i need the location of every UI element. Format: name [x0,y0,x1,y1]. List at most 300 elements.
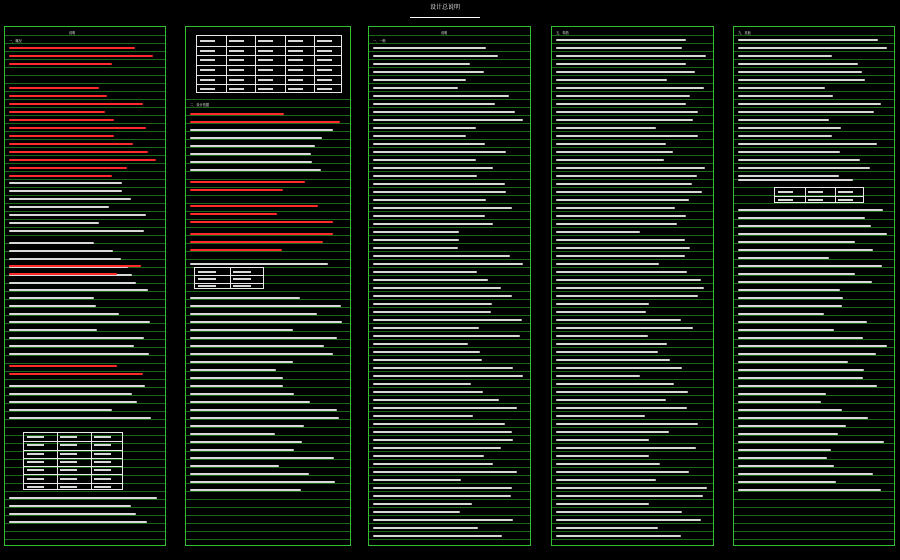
ruled-row [186,483,350,484]
text-line [738,313,824,315]
text-line [738,179,853,181]
text-line [556,135,698,137]
ruled-row [552,507,713,508]
ruled-row [5,371,165,372]
ruled-row [5,339,165,340]
ruled-row [369,227,530,228]
ruled-row [369,171,530,172]
ruled-row [369,275,530,276]
text-line [738,241,855,243]
text-line [556,103,686,105]
text-line [556,319,681,321]
text-line [190,417,339,419]
text-line [190,329,293,331]
ruled-row [734,91,894,92]
text-line [738,425,846,427]
ruled-row [369,331,530,332]
ruled-row [552,203,713,204]
ruled-row [186,251,350,252]
ruled-row [734,451,894,452]
ruled-row [369,75,530,76]
text-line [190,129,333,131]
column-1-subheading: 一、概况 [9,39,22,43]
ruled-row [369,307,530,308]
text-line [190,297,300,299]
text-line [373,255,510,257]
ruled-row [369,83,530,84]
ruled-row [734,131,894,132]
text-line [556,167,705,169]
text-line [373,87,458,89]
ruled-row [5,163,165,164]
ruled-row [369,467,530,468]
ruled-row [369,195,530,196]
ruled-row [186,395,350,396]
ruled-row [734,83,894,84]
text-line [9,513,136,515]
ruled-row [734,499,894,500]
ruled-row [369,523,530,524]
text-line [190,305,341,307]
text-line [373,47,486,49]
ruled-row [5,99,165,100]
text-line [738,449,831,451]
text-line [738,281,872,283]
ruled-row [734,115,894,116]
ruled-row [369,179,530,180]
ruled-row [734,59,894,60]
ruled-row [186,491,350,492]
text-line [556,271,687,273]
text-line [9,409,112,411]
ruled-row [552,283,713,284]
ruled-row [5,499,165,500]
text-line [556,439,649,441]
text-line [190,449,294,451]
text-line [9,282,136,284]
ruled-row [369,211,530,212]
ruled-row [186,211,350,212]
text-line [190,181,305,183]
text-line [556,151,673,153]
ruled-row [186,467,350,468]
ruled-row [369,371,530,372]
ruled-row [369,115,530,116]
text-line [556,279,701,281]
text-line [373,167,493,169]
text-line [556,95,690,97]
text-line [373,495,511,497]
text-line [190,457,334,459]
ruled-row [734,275,894,276]
text-line [738,465,834,467]
ruled-row [734,227,894,228]
ruled-row [186,427,350,428]
text-line [738,361,848,363]
text-line [9,143,133,145]
text-line [373,311,491,313]
text-line [373,271,477,273]
ruled-row [186,379,350,380]
ruled-row [369,43,530,44]
ruled-row [734,491,894,492]
text-line [738,87,825,89]
ruled-row [734,467,894,468]
text-line [373,471,517,473]
ruled-row [734,443,894,444]
ruled-row [186,235,350,236]
text-line [556,519,701,521]
ruled-row [186,115,350,116]
text-line [738,409,842,411]
text-line [9,345,134,347]
text-line [556,159,664,161]
column-3-heading: 说明 [441,31,448,35]
text-line [556,479,656,481]
text-line [556,455,649,457]
ruled-row [186,147,350,148]
text-line [9,289,148,291]
text-line [556,527,658,529]
text-line [9,365,117,367]
notes-table [194,267,264,289]
ruled-row [186,131,350,132]
ruled-row [186,499,350,500]
ruled-row [734,419,894,420]
text-line [556,343,667,345]
text-line [9,321,150,323]
text-line [9,103,143,105]
ruled-row [734,243,894,244]
text-line [738,95,833,97]
text-line [373,535,502,537]
text-line [738,297,843,299]
ruled-row [5,531,165,532]
ruled-row [552,435,713,436]
ruled-row [186,107,350,108]
text-line [738,401,821,403]
ruled-row [186,139,350,140]
ruled-row [5,395,165,396]
ruled-row [5,387,165,388]
text-line [373,175,477,177]
text-line [9,206,109,208]
ruled-row [369,403,530,404]
ruled-row [734,459,894,460]
ruled-row [552,315,713,316]
ruled-row [5,419,165,420]
ruled-row [369,347,530,348]
text-line [9,182,122,184]
text-line [190,433,275,435]
ruled-row [734,355,894,356]
ruled-row [369,419,530,420]
text-line [373,103,495,105]
ruled-row [552,59,713,60]
text-line [190,313,317,315]
ruled-row [734,75,894,76]
ruled-row [369,187,530,188]
text-line [556,447,696,449]
ruled-row [734,139,894,140]
text-line [738,79,865,81]
ruled-row [734,315,894,316]
ruled-row [5,91,165,92]
text-line [556,47,682,49]
text-line [373,183,505,185]
ruled-row [5,515,165,516]
ruled-row [734,363,894,364]
ruled-row [552,363,713,364]
ruled-row [5,355,165,356]
text-line [738,489,881,491]
text-line [9,258,121,260]
text-line [373,375,523,377]
ruled-row [369,475,530,476]
ruled-row [734,475,894,476]
ruled-row [552,331,713,332]
ruled-row [369,539,530,540]
ruled-row [5,131,165,132]
text-line [9,273,117,275]
text-line [9,159,156,161]
ruled-row [734,99,894,100]
ruled-row [734,211,894,212]
ruled-row [734,523,894,524]
ruled-row [552,483,713,484]
ruled-row [369,51,530,52]
text-line [556,127,656,129]
ruled-row [5,179,165,180]
ruled-row [186,435,350,436]
ruled-row [734,411,894,412]
text-line [373,479,461,481]
text-line [556,183,692,185]
text-line [9,95,107,97]
text-line [373,71,484,73]
ruled-row [552,371,713,372]
text-line [556,399,666,401]
text-line [9,497,157,499]
ruled-row [552,347,713,348]
ruled-row [734,347,894,348]
ruled-row [369,299,530,300]
text-line [9,222,99,224]
ruled-row [5,291,165,292]
text-line [556,223,677,225]
text-line [9,63,112,65]
notes-table [774,187,864,203]
text-line [373,327,479,329]
text-line [373,383,471,385]
text-line [9,167,127,169]
ruled-row [186,515,350,516]
ruled-row [552,323,713,324]
text-line [373,159,476,161]
ruled-row [186,523,350,524]
ruled-row [369,203,530,204]
ruled-row [369,139,530,140]
ruled-row [552,83,713,84]
text-line [190,145,315,147]
text-line [190,233,333,235]
ruled-row [186,219,350,220]
text-line [556,231,640,233]
ruled-row [552,155,713,156]
column-3 [368,26,531,546]
ruled-row [186,507,350,508]
ruled-row [734,203,894,204]
ruled-row [5,83,165,84]
text-line [738,103,881,105]
text-line [373,119,523,121]
text-line [556,487,707,489]
ruled-row [369,451,530,452]
text-line [556,535,681,537]
text-line [556,199,689,201]
ruled-row [552,291,713,292]
ruled-row [734,259,894,260]
ruled-row [186,259,350,260]
ruled-row [5,43,165,44]
text-line [738,329,834,331]
ruled-row [734,427,894,428]
ruled-row [734,483,894,484]
ruled-row [186,443,350,444]
ruled-row [552,403,713,404]
ruled-row [369,499,530,500]
ruled-row [5,539,165,540]
ruled-row [186,291,350,292]
ruled-row [734,339,894,340]
ruled-row [369,99,530,100]
text-line [190,401,310,403]
text-line [9,329,97,331]
ruled-row [552,227,713,228]
text-line [556,287,704,289]
text-line [738,377,863,379]
ruled-row [734,323,894,324]
text-line [556,191,702,193]
text-line [373,207,512,209]
ruled-row [369,435,530,436]
text-line [373,367,513,369]
text-line [190,385,283,387]
text-line [373,407,517,409]
column-5 [733,26,895,546]
column-2 [185,26,351,546]
ruled-row [369,411,530,412]
ruled-row [186,187,350,188]
text-line [190,189,283,191]
ruled-row [186,475,350,476]
text-line [556,207,675,209]
text-line [190,241,323,243]
text-line [373,391,483,393]
ruled-row [369,483,530,484]
text-line [190,153,311,155]
ruled-row [5,35,165,36]
ruled-row [369,259,530,260]
ruled-row [369,283,530,284]
ruled-row [186,451,350,452]
ruled-row [552,251,713,252]
text-line [556,431,669,433]
text-line [373,447,501,449]
text-line [190,161,312,163]
text-line [9,250,113,252]
text-line [373,351,480,353]
ruled-row [5,219,165,220]
text-line [190,337,337,339]
text-line [373,319,522,321]
ruled-row [734,171,894,172]
ruled-row [5,347,165,348]
ruled-row [5,523,165,524]
text-line [190,369,276,371]
ruled-row [5,331,165,332]
text-line [373,359,482,361]
ruled-row [734,515,894,516]
ruled-row [369,155,530,156]
ruled-row [552,475,713,476]
ruled-row [5,51,165,52]
ruled-row [734,507,894,508]
text-line [190,169,321,171]
ruled-row [734,251,894,252]
ruled-row [369,395,530,396]
text-line [190,409,337,411]
ruled-row [552,539,713,540]
text-line [556,359,670,361]
text-line [9,55,153,57]
ruled-row [369,131,530,132]
text-line [373,199,486,201]
ruled-row [5,139,165,140]
text-line [738,369,864,371]
ruled-row [186,539,350,540]
text-line [190,441,302,443]
column-2-subheading: 二、设计依据 [190,103,210,107]
ruled-row [186,227,350,228]
text-line [9,190,122,192]
text-line [738,473,873,475]
ruled-row [552,35,713,36]
text-line [190,481,335,483]
ruled-row [5,187,165,188]
text-line [738,257,829,259]
text-line [190,321,342,323]
text-line [190,377,283,379]
ruled-row [552,147,713,148]
ruled-row [552,75,713,76]
ruled-row [5,235,165,236]
ruled-row [369,67,530,68]
text-line [738,209,883,211]
text-line [9,175,112,177]
text-line [556,119,693,121]
ruled-row [186,123,350,124]
column-1 [4,26,166,546]
text-line [556,375,640,377]
text-line [9,47,135,49]
text-line [738,39,878,41]
text-line [373,455,484,457]
text-line [738,321,867,323]
ruled-row [5,427,165,428]
text-line [190,473,309,475]
ruled-row [552,67,713,68]
